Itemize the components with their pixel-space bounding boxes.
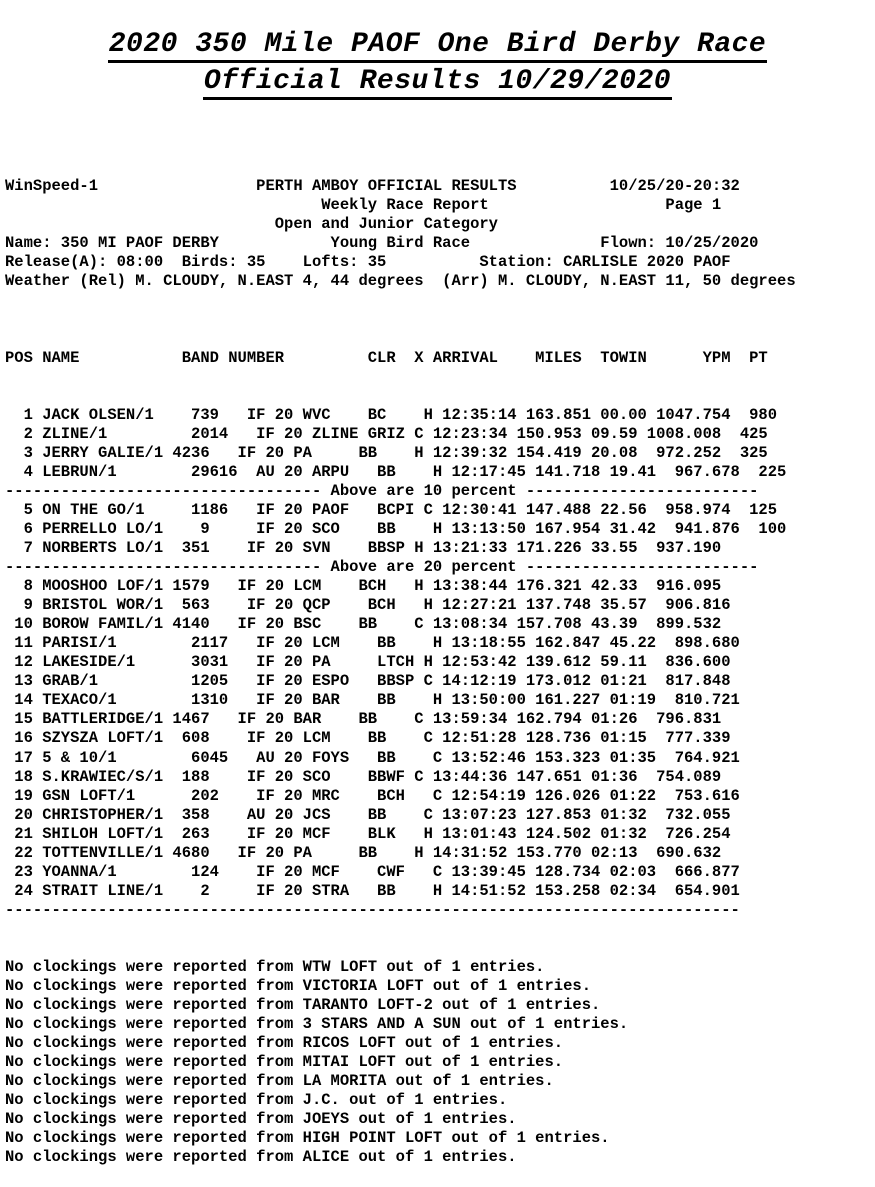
result-row: ---------------------------------- Above are 10 percent ------------------------- xyxy=(5,481,759,500)
result-row: 2 ZLINE/1 2014 IF 20 ZLINE GRIZ C 12:23:34 150.953 09.59 1008.008 425 xyxy=(5,424,768,443)
no-clocking-line: No clockings were reported from WTW LOFT out of 1 entries. xyxy=(5,958,545,977)
results-report xyxy=(5,139,796,1187)
header-line: Weather (Rel) M. CLOUDY, N.EAST 4, 44 degrees (Arr) M. CLOUDY, N.EAST 11, 50 degrees xyxy=(5,272,796,291)
title-line-2-text: Official Results 10/29/2020 xyxy=(203,66,672,100)
no-clocking-line: No clockings were reported from LA MORITA out of 1 entries. xyxy=(5,1072,554,1091)
result-row: ---------------------------------- Above are 20 percent ------------------------- xyxy=(5,558,759,577)
result-row: 16 SZYSZA LOFT/1 608 IF 20 LCM BB C 12:51:28 128.736 01:15 777.339 xyxy=(5,729,731,748)
no-clocking-line: No clockings were reported from RICOS LOFT out of 1 entries. xyxy=(5,1034,564,1053)
header-line xyxy=(5,291,796,310)
no-clocking-line: No clockings were reported from JOEYS out of 1 entries. xyxy=(5,1110,517,1129)
no-clockings-list xyxy=(5,958,796,1168)
header-line: Open and Junior Category xyxy=(5,215,498,234)
result-row: 21 SHILOH LOFT/1 263 IF 20 MCF BLK H 13:01:43 124.502 01:32 726.254 xyxy=(5,824,731,843)
title-line-1 xyxy=(0,26,875,63)
no-clocking-line: No clockings were reported from MITAI LOFT out of 1 entries. xyxy=(5,1053,564,1072)
header-line: Name: 350 MI PAOF DERBY Young Bird Race Flown: 10/25/2020 xyxy=(5,234,759,253)
no-clocking-line: No clockings were reported from VICTORIA LOFT out of 1 entries. xyxy=(5,977,591,996)
result-row: 15 BATTLERIDGE/1 1467 IF 20 BAR BB C 13:59:34 162.794 01:26 796.831 xyxy=(5,710,722,729)
header-line: WinSpeed-1 PERTH AMBOY OFFICIAL RESULTS 10/25/20-20:32 xyxy=(5,177,740,196)
no-clocking-line: No clockings were reported from ALICE out of 1 entries. xyxy=(5,1148,517,1167)
title-line-2 xyxy=(0,63,875,100)
header-line: Release(A): 08:00 Birds: 35 Lofts: 35 Station: CARLISLE 2020 PAOF xyxy=(5,253,731,272)
result-row: 14 TEXACO/1 1310 IF 20 BAR BB H 13:50:00 161.227 01:19 810.721 xyxy=(5,691,740,710)
no-clocking-line: No clockings were reported from HIGH POINT LOFT out of 1 entries. xyxy=(5,1129,610,1148)
result-row: 11 PARISI/1 2117 IF 20 LCM BB H 13:18:55 162.847 45.22 898.680 xyxy=(5,634,740,653)
no-clocking-line: No clockings were reported from J.C. out of 1 entries. xyxy=(5,1091,508,1110)
column-header: POS NAME BAND NUMBER CLR X ARRIVAL MILES TOWIN YPM PT xyxy=(5,348,768,367)
result-row: 1 JACK OLSEN/1 739 IF 20 WVC BC H 12:35:14 163.851 00.00 1047.754 980 xyxy=(5,405,778,424)
result-row: ------------------------------------------------------------------------------- xyxy=(5,900,740,919)
result-row: 3 JERRY GALIE/1 4236 IF 20 PA BB H 12:39:32 154.419 20.08 972.252 325 xyxy=(5,443,768,462)
result-row: 19 GSN LOFT/1 202 IF 20 MRC BCH C 12:54:19 126.026 01:22 753.616 xyxy=(5,786,740,805)
result-row: 23 YOANNA/1 124 IF 20 MCF CWF C 13:39:45 128.734 02:03 666.877 xyxy=(5,862,740,881)
result-row: 12 LAKESIDE/1 3031 IF 20 PA LTCH H 12:53:42 139.612 59.11 836.600 xyxy=(5,653,731,672)
result-row: 4 LEBRUN/1 29616 AU 20 ARPU BB H 12:17:45 141.718 19.41 967.678 225 xyxy=(5,462,787,481)
result-row: 8 MOOSHOO LOF/1 1579 IF 20 LCM BCH H 13:38:44 176.321 42.33 916.095 xyxy=(5,577,722,596)
result-row: 13 GRAB/1 1205 IF 20 ESPO BBSP C 14:12:19 173.012 01:21 817.848 xyxy=(5,672,731,691)
no-clocking-line: No clockings were reported from TARANTO LOFT-2 out of 1 entries. xyxy=(5,996,601,1015)
no-clocking-line: No clockings were reported from 3 STARS AND A SUN out of 1 entries. xyxy=(5,1015,629,1034)
result-row: 18 S.KRAWIEC/S/1 188 IF 20 SCO BBWF C 13:44:36 147.651 01:36 754.089 xyxy=(5,767,722,786)
result-row: 5 ON THE GO/1 1186 IF 20 PAOF BCPI C 12:30:41 147.488 22.56 958.974 125 xyxy=(5,500,778,519)
report-header xyxy=(5,177,796,310)
title-line-1-text: 2020 350 Mile PAOF One Bird Derby Race xyxy=(108,29,768,63)
results-table xyxy=(5,406,796,920)
report-title xyxy=(0,26,875,100)
result-row: 9 BRISTOL WOR/1 563 IF 20 QCP BCH H 12:27:21 137.748 35.57 906.816 xyxy=(5,596,731,615)
result-row: 17 5 & 10/1 6045 AU 20 FOYS BB C 13:52:46 153.323 01:35 764.921 xyxy=(5,748,740,767)
result-row: 22 TOTTENVILLE/1 4680 IF 20 PA BB H 14:31:52 153.770 02:13 690.632 xyxy=(5,843,722,862)
result-row: 10 BOROW FAMIL/1 4140 IF 20 BSC BB C 13:08:34 157.708 43.39 899.532 xyxy=(5,615,722,634)
result-row: 6 PERRELLO LO/1 9 IF 20 SCO BB H 13:13:50 167.954 31.42 941.876 100 xyxy=(5,519,787,538)
result-row: 20 CHRISTOPHER/1 358 AU 20 JCS BB C 13:07:23 127.853 01:32 732.055 xyxy=(5,805,731,824)
result-row: 24 STRAIT LINE/1 2 IF 20 STRA BB H 14:51:52 153.258 02:34 654.901 xyxy=(5,881,740,900)
result-row: 7 NORBERTS LO/1 351 IF 20 SVN BBSP H 13:21:33 171.226 33.55 937.190 xyxy=(5,538,722,557)
header-line: Weekly Race Report Page 1 xyxy=(5,196,722,215)
